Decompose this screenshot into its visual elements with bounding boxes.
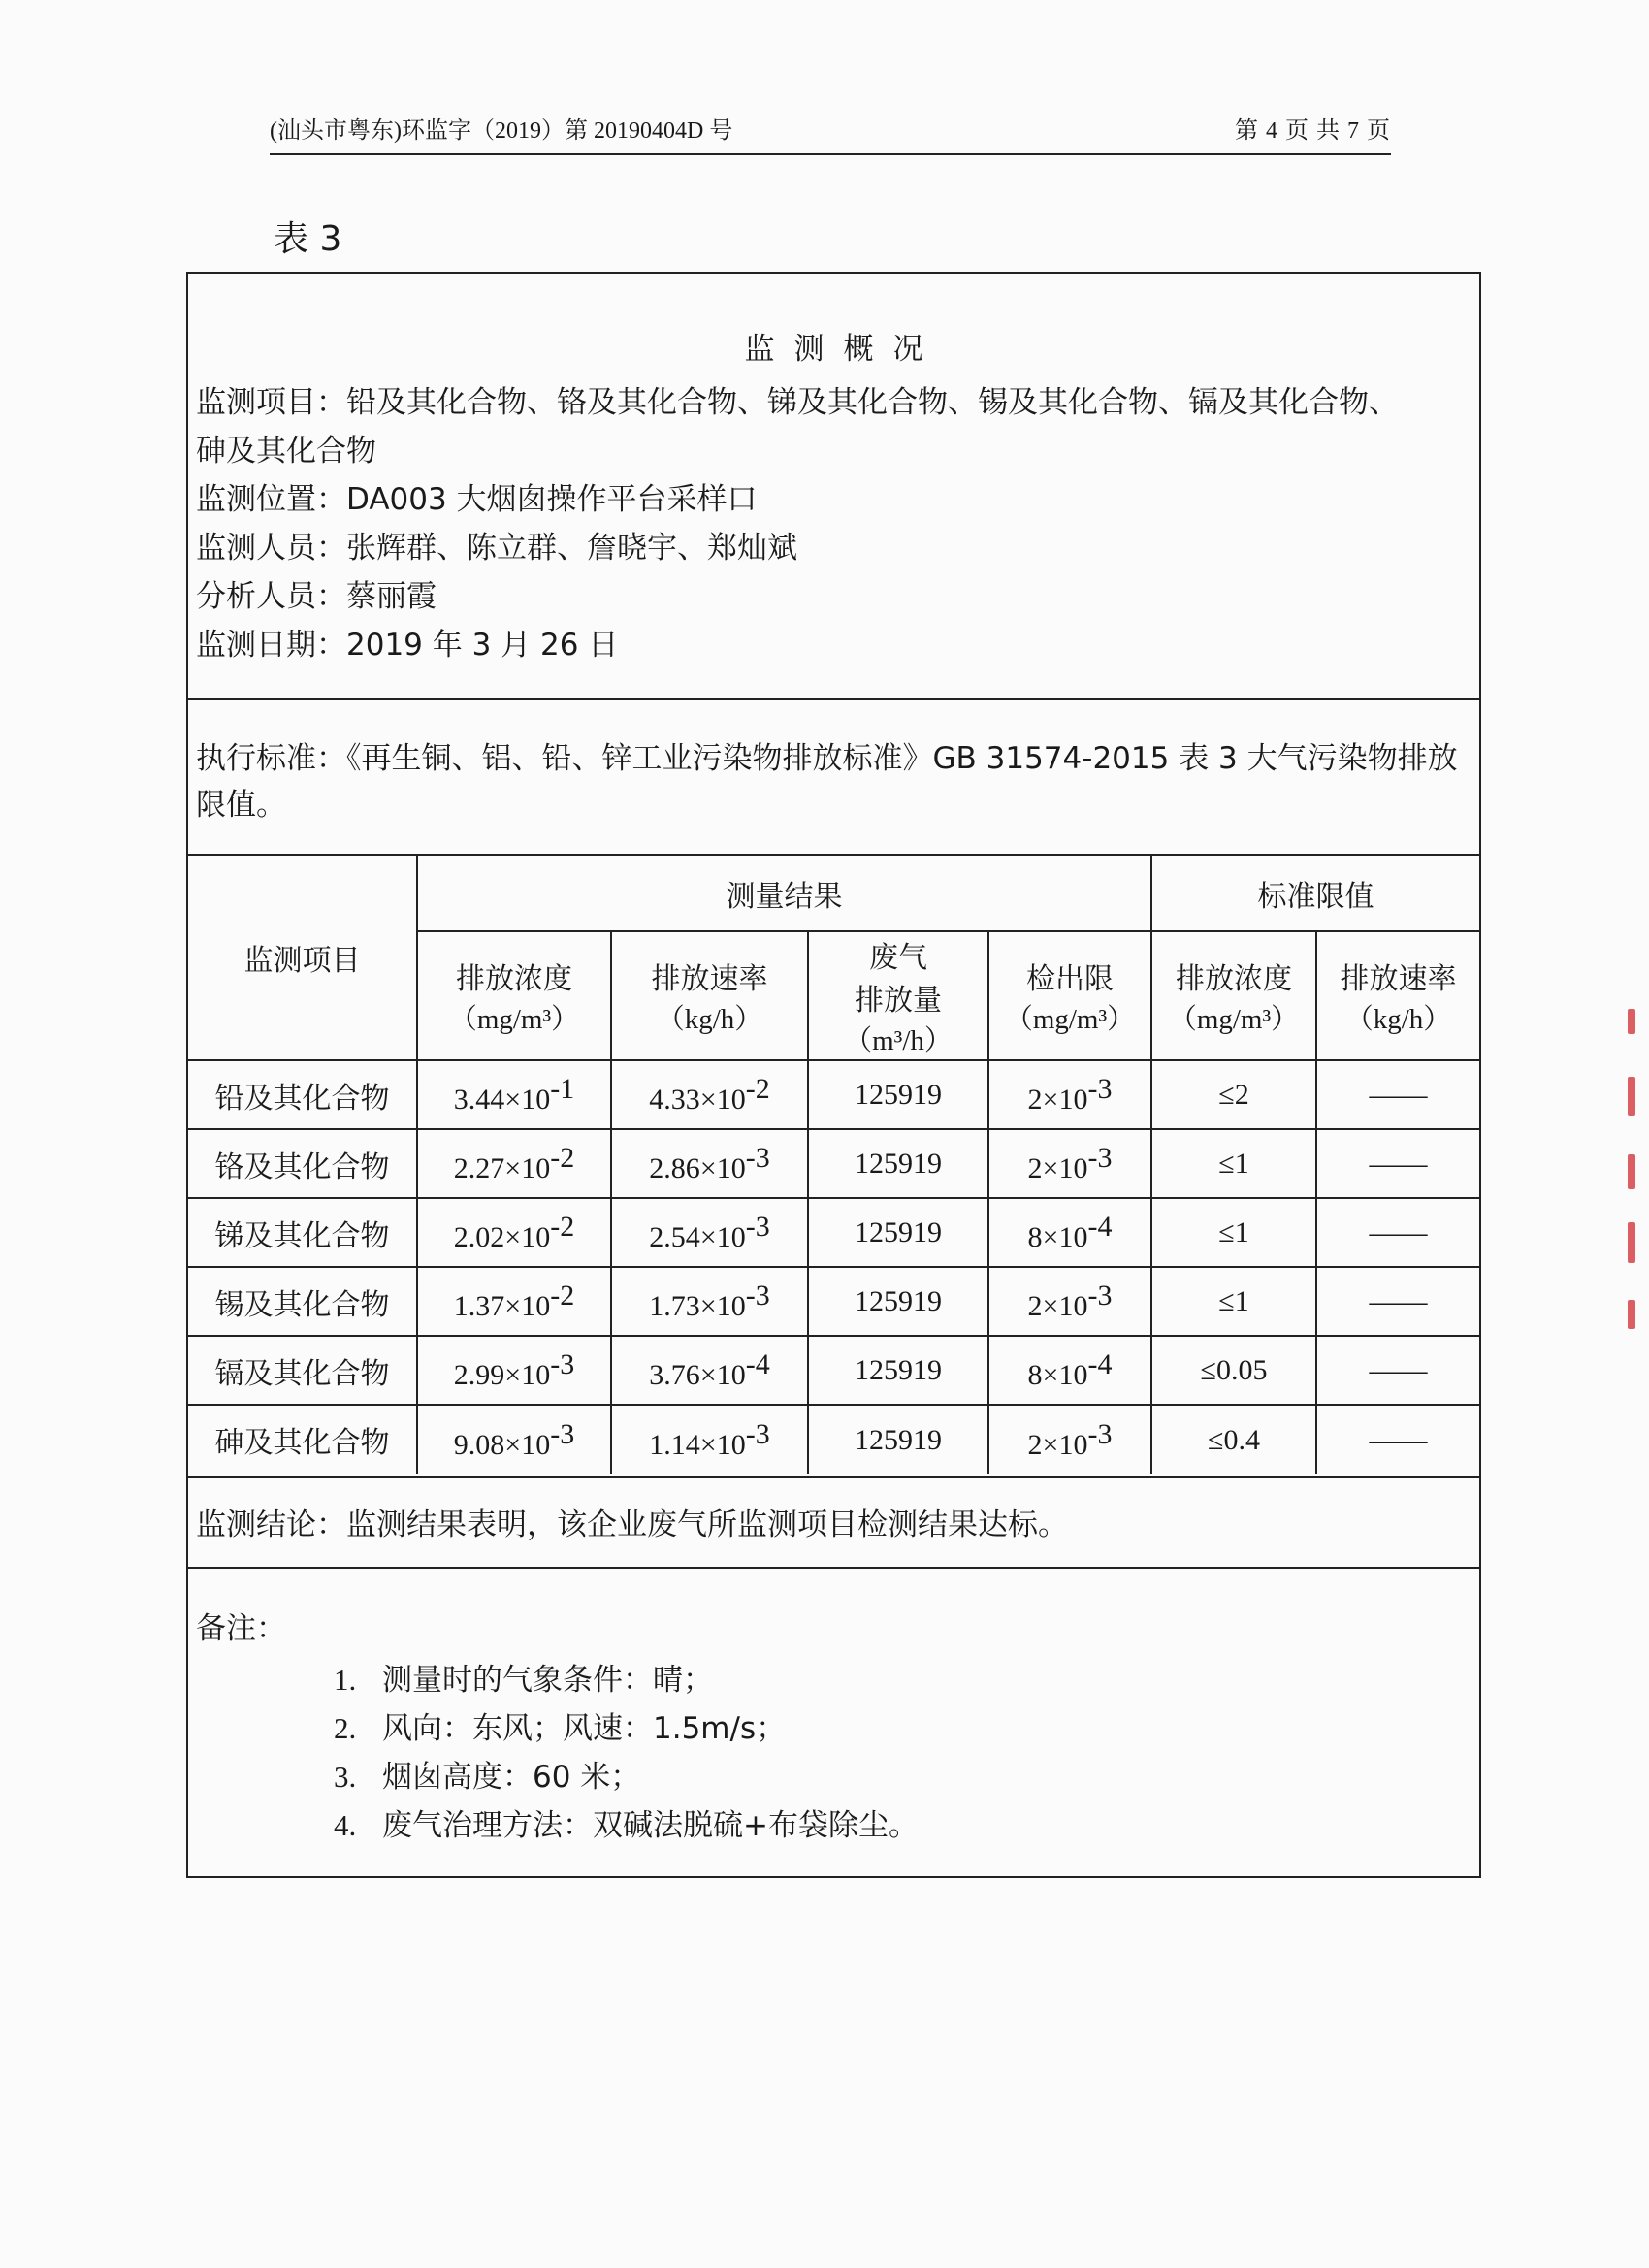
cell-limit-concentration: ≤1 — [1151, 1129, 1316, 1198]
cell-exhaust-volume: 125919 — [808, 1267, 988, 1336]
analysis-personnel: 分析人员：蔡丽霞 — [196, 579, 436, 614]
header-emission-concentration: 排放浓度 （mg/m³） — [417, 931, 611, 1060]
cell-item: 砷及其化合物 — [188, 1405, 417, 1474]
cell-concentration: $2.27\times 10^{-2}$ — [417, 1129, 611, 1198]
result-row — [188, 1198, 1479, 1267]
monitoring-date: 监测日期：2019 年 3 月 26 日 — [196, 628, 619, 663]
header-standard-limits: 标准限值 — [1151, 856, 1479, 931]
cell-concentration: $1.37\times 10^{-2}$ — [417, 1267, 611, 1336]
remarks-title: 备注： — [196, 1611, 286, 1646]
cell-item: 锑及其化合物 — [188, 1198, 417, 1267]
header-exhaust-volume: 废气 排放量 （m³/h） — [808, 931, 988, 1060]
monitoring-personnel: 监测人员：张辉群、陈立群、詹晓宇、郑灿斌 — [196, 531, 797, 566]
result-row — [188, 1336, 1479, 1405]
cell-limit-concentration: ≤0.05 — [1151, 1336, 1316, 1405]
monitoring-items-line1: 监测项目：铅及其化合物、铬及其化合物、锑及其化合物、锡及其化合物、镉及其化合物、 — [196, 385, 1399, 420]
execution-standard — [188, 700, 1479, 856]
remarks-list — [334, 1656, 919, 1850]
cell-concentration: $2.99\times 10^{-3}$ — [417, 1336, 611, 1405]
seal-edge-mark — [1628, 1009, 1641, 1339]
cell-item: 铅及其化合物 — [188, 1060, 417, 1129]
monitoring-location: 监测位置：DA003 大烟囱操作平台采样口 — [196, 482, 758, 517]
header-limit-concentration: 排放浓度 （mg/m³） — [1151, 931, 1316, 1060]
result-row — [188, 1405, 1479, 1474]
monitoring-overview — [188, 274, 1479, 700]
cell-detection-limit: $2\times 10^{-3}$ — [988, 1129, 1151, 1198]
result-row — [188, 1129, 1479, 1198]
cell-detection-limit: $2\times 10^{-3}$ — [988, 1405, 1151, 1474]
cell-concentration: $3.44\times 10^{-1}$ — [417, 1060, 611, 1129]
cell-rate: $4.33\times 10^{-2}$ — [611, 1060, 808, 1129]
conclusion-text: 监测结论：监测结果表明，该企业废气所监测项目检测结果达标。 — [196, 1507, 1068, 1542]
cell-rate: $2.86\times 10^{-3}$ — [611, 1129, 808, 1198]
overview-title: 监测概况 — [744, 332, 943, 367]
header-limit-rate: 排放速率 （kg/h） — [1316, 931, 1479, 1060]
standard-text: 执行标准：《再生铜、铝、铅、锌工业污染物排放标准》GB 31574-2015 表 3 大气污染物排放限值。 — [196, 741, 1458, 823]
cell-exhaust-volume: 125919 — [808, 1198, 988, 1267]
cell-exhaust-volume: 125919 — [808, 1129, 988, 1198]
cell-detection-limit: $2\times 10^{-3}$ — [988, 1267, 1151, 1336]
header-monitoring-item: 监测项目 — [188, 856, 417, 1060]
page-indicator: 第 4 页 共 7 页 — [1235, 118, 1391, 144]
cell-item: 锡及其化合物 — [188, 1267, 417, 1336]
remarks — [188, 1569, 1479, 1876]
document-number: (汕头市粤东)环监字（2019）第 20190404D 号 — [270, 118, 733, 144]
cell-detection-limit: $8\times 10^{-4}$ — [988, 1198, 1151, 1267]
table-caption: 表 3 — [274, 219, 342, 259]
cell-concentration: $2.02\times 10^{-2}$ — [417, 1198, 611, 1267]
cell-rate: $1.73\times 10^{-3}$ — [611, 1267, 808, 1336]
header-detection-limit: 检出限 （mg/m³） — [988, 931, 1151, 1060]
remark-item: 1. 测量时的气象条件：晴； — [334, 1663, 713, 1698]
cell-limit-concentration: ≤0.4 — [1151, 1405, 1316, 1474]
cell-limit-concentration: ≤1 — [1151, 1267, 1316, 1336]
cell-limit-rate: —— — [1316, 1198, 1479, 1267]
cell-limit-rate: —— — [1316, 1267, 1479, 1336]
cell-limit-rate: —— — [1316, 1336, 1479, 1405]
remark-item: 3. 烟囱高度：60 米； — [334, 1760, 641, 1795]
result-row — [188, 1267, 1479, 1336]
cell-detection-limit: $8\times 10^{-4}$ — [988, 1336, 1151, 1405]
cell-concentration: $9.08\times 10^{-3}$ — [417, 1405, 611, 1474]
cell-rate: $1.14\times 10^{-3}$ — [611, 1405, 808, 1474]
cell-limit-rate: —— — [1316, 1129, 1479, 1198]
monitoring-items-line2: 砷及其化合物 — [196, 434, 376, 469]
cell-exhaust-volume: 125919 — [808, 1405, 988, 1474]
cell-rate: $3.76\times 10^{-4}$ — [611, 1336, 808, 1405]
cell-exhaust-volume: 125919 — [808, 1336, 988, 1405]
results-table — [188, 856, 1479, 1474]
cell-limit-rate: —— — [1316, 1060, 1479, 1129]
cell-item: 铬及其化合物 — [188, 1129, 417, 1198]
cell-limit-concentration: ≤2 — [1151, 1060, 1316, 1129]
result-row — [188, 1060, 1479, 1129]
header-emission-rate: 排放速率 （kg/h） — [611, 931, 808, 1060]
monitoring-conclusion — [188, 1476, 1479, 1569]
report-table-frame — [186, 272, 1481, 1878]
header-measured-results: 测量结果 — [417, 856, 1151, 931]
cell-detection-limit: $2\times 10^{-3}$ — [988, 1060, 1151, 1129]
cell-limit-rate: —— — [1316, 1405, 1479, 1474]
cell-item: 镉及其化合物 — [188, 1336, 417, 1405]
cell-exhaust-volume: 125919 — [808, 1060, 988, 1129]
remark-item: 4. 废气治理方法：双碱法脱硫+布袋除尘。 — [334, 1808, 919, 1843]
page-header — [270, 109, 1391, 155]
remark-item: 2. 风向：东风；风速：1.5m/s； — [334, 1711, 787, 1746]
cell-limit-concentration: ≤1 — [1151, 1198, 1316, 1267]
results-section — [188, 856, 1479, 1476]
cell-rate: $2.54\times 10^{-3}$ — [611, 1198, 808, 1267]
